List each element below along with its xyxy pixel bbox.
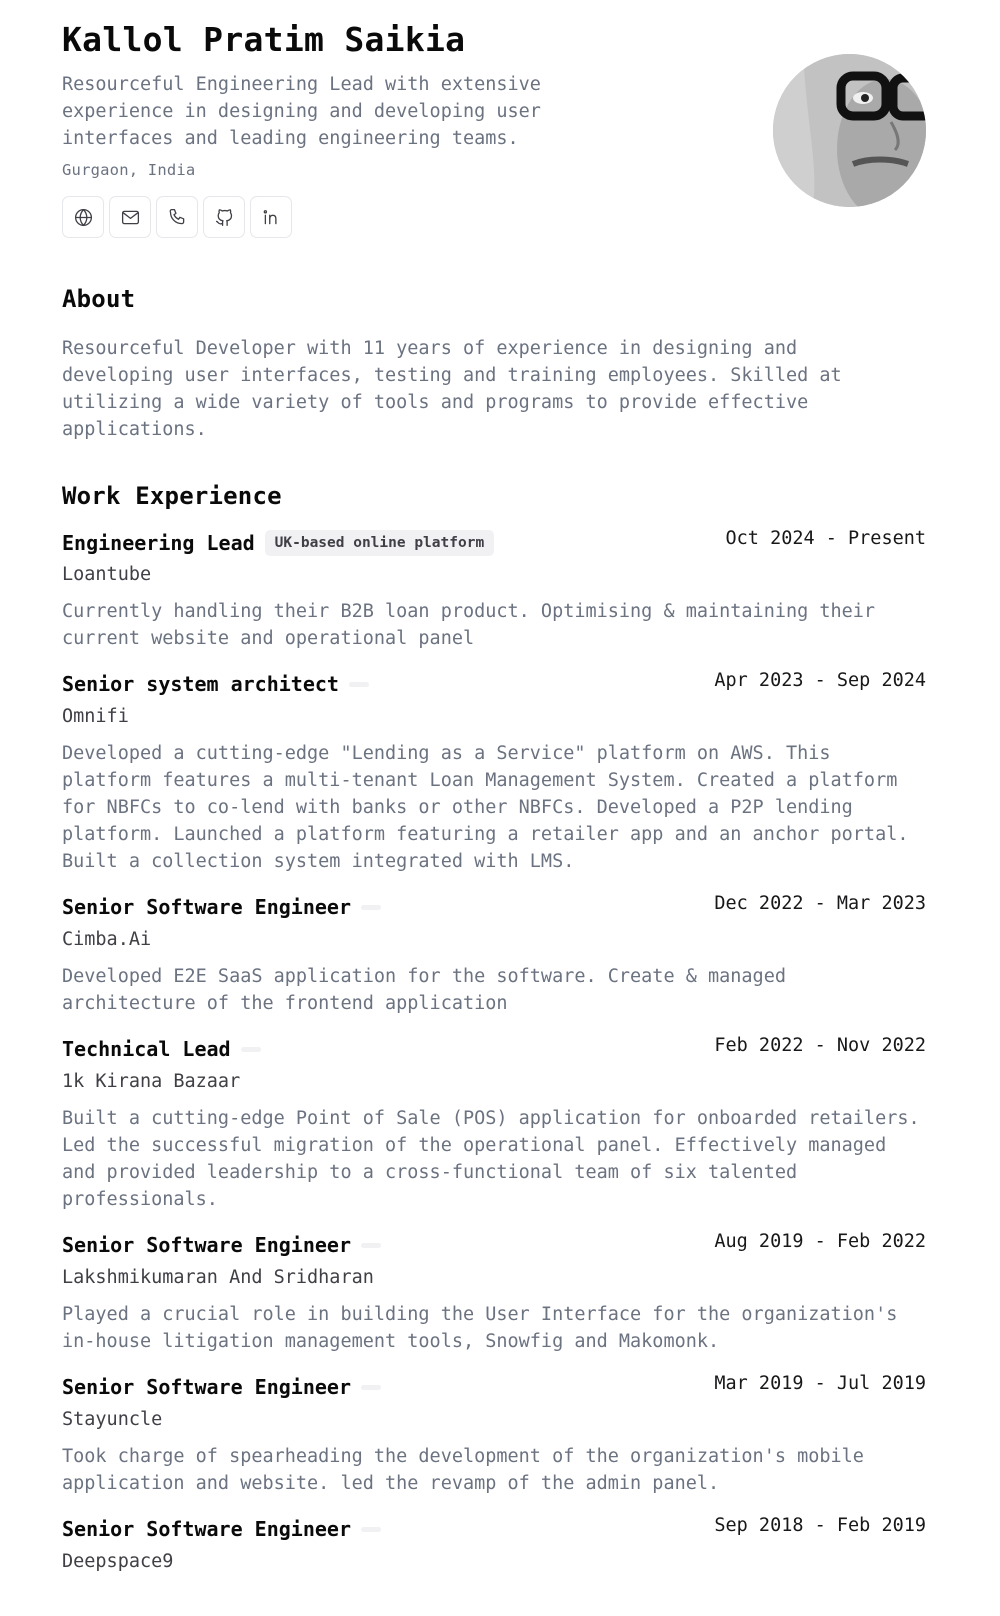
about-heading: About <box>62 285 136 313</box>
email-button[interactable] <box>109 196 151 238</box>
name-heading: Kallol Pratim Saikia <box>62 20 466 59</box>
job-date: Aug 2019 - Feb 2022 <box>714 1231 926 1252</box>
github-icon <box>214 207 235 228</box>
job-badge <box>241 1047 261 1052</box>
work-experience-list <box>62 530 926 1597</box>
job-badge <box>361 905 381 910</box>
job-entry <box>62 530 926 652</box>
job-entry <box>62 1375 926 1497</box>
job-title: Senior Software Engineer <box>62 1233 351 1257</box>
job-title: Engineering Lead <box>62 531 255 555</box>
job-description: Built a cutting-edge Point of Sale (POS) application for onboarded retailers. Led the successful migration of the operational panel. Effectively managed and provided leadership to a cross-functional team of six talented professionals. <box>62 1108 920 1210</box>
profile-photo <box>773 54 926 207</box>
job-title: Technical Lead <box>62 1037 231 1061</box>
job-entry <box>62 672 926 875</box>
job-badge <box>361 1385 381 1390</box>
job-entry <box>62 1037 926 1213</box>
linkedin-icon <box>261 207 282 228</box>
job-date: Feb 2022 - Nov 2022 <box>714 1035 926 1056</box>
work-experience-heading: Work Experience <box>62 482 282 510</box>
mail-icon <box>120 207 141 228</box>
avatar <box>773 54 926 207</box>
job-badge <box>361 1527 381 1532</box>
about-text: Resourceful Developer with 11 years of experience in designing and developing user interfaces, testing and training employees. Skilled at utilizing a wide variety of tools and programs to provide effective applications. <box>62 338 842 440</box>
job-title: Senior Software Engineer <box>62 1375 351 1399</box>
job-date: Sep 2018 - Feb 2019 <box>714 1515 926 1536</box>
job-description: Currently handling their B2B loan product. Optimising & maintaining their current website and operational panel <box>62 601 876 649</box>
job-date: Mar 2019 - Jul 2019 <box>714 1373 926 1394</box>
job-date: Oct 2024 - Present <box>725 528 926 549</box>
website-button[interactable] <box>62 196 104 238</box>
job-description: Developed E2E SaaS application for the software. Create & managed architecture of the frontend application <box>62 966 786 1014</box>
job-badge <box>361 1243 381 1248</box>
globe-icon <box>73 207 94 228</box>
header-summary: Resourceful Engineering Lead with extensive experience in designing and developing user interfaces and leading engineering teams. <box>62 74 541 149</box>
job-company: Lakshmikumaran And Sridharan <box>62 1267 374 1288</box>
job-entry <box>62 1517 926 1577</box>
linkedin-button[interactable] <box>250 196 292 238</box>
job-entry <box>62 895 926 1017</box>
job-badge: UK-based online platform <box>265 530 495 556</box>
job-company: 1k Kirana Bazaar <box>62 1071 241 1092</box>
contact-links <box>62 196 292 238</box>
github-button[interactable] <box>203 196 245 238</box>
job-badge <box>349 682 369 687</box>
job-date: Apr 2023 - Sep 2024 <box>714 670 926 691</box>
job-title: Senior Software Engineer <box>62 1517 351 1541</box>
job-title: Senior Software Engineer <box>62 895 351 919</box>
job-company: Deepspace9 <box>62 1551 174 1572</box>
phone-button[interactable] <box>156 196 198 238</box>
job-description: Took charge of spearheading the development of the organization's mobile application and website. led the revamp of the admin panel. <box>62 1446 864 1494</box>
job-entry <box>62 1233 926 1355</box>
job-description: Developed a cutting-edge "Lending as a Service" platform on AWS. This platform features a multi-tenant Loan Management System. Created a platform for NBFCs to co-lend with banks or other NBFCs. Developed a P2P lending platform. Launched a platform featuring a retailer app and an anchor portal. Built a collection system integrated with LMS. <box>62 743 909 872</box>
job-company: Omnifi <box>62 706 129 727</box>
job-company: Loantube <box>62 564 152 585</box>
job-description: Played a crucial role in building the User Interface for the organization's in-house litigation management tools, Snowfig and Makomonk. <box>62 1304 898 1352</box>
location: Gurgaon, India <box>62 161 196 179</box>
job-company: Cimba.Ai <box>62 929 152 950</box>
job-date: Dec 2022 - Mar 2023 <box>714 893 926 914</box>
job-company: Stayuncle <box>62 1409 163 1430</box>
phone-icon <box>167 207 188 228</box>
job-title: Senior system architect <box>62 672 339 696</box>
